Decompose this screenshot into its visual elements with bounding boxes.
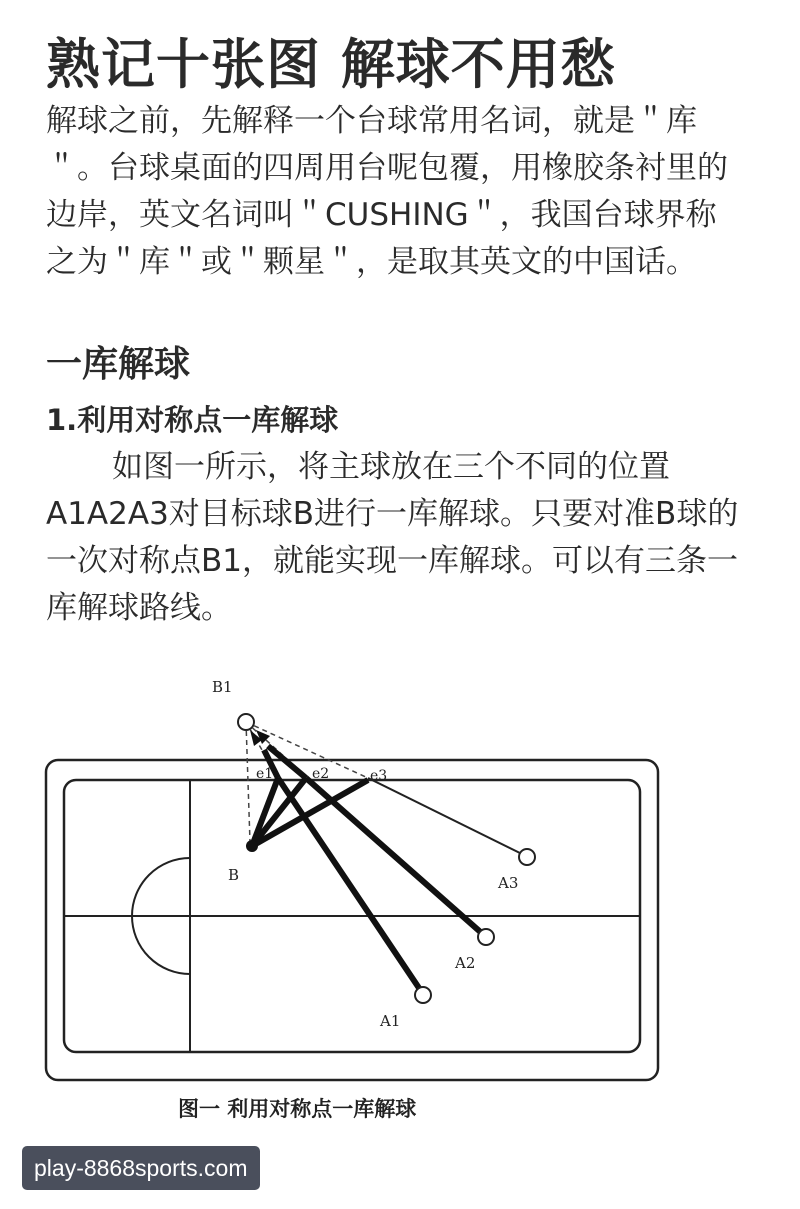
table-diagram [0,650,800,1150]
body-paragraph: 如图一所示，将主球放在三个不同的位置A1A2A3对目标球B进行一库解球。只要对准B球的一次对称点B1，就能实现一库解球。可以有三条一库解球路线。 [46,449,739,626]
article-title: 熟记十张图 解球不用愁 [46,33,616,96]
path-a1-e1 [278,778,423,994]
label-b: B [228,866,240,884]
label-e1: e1 [256,766,274,782]
path-e3-b [252,780,368,846]
dashed-line-b1-b [246,722,250,842]
ball-b1 [238,714,254,730]
ball-a3 [519,849,535,865]
watermark-badge: play-8868sports.com [22,1146,260,1190]
ball-a1 [415,987,431,1003]
label-e2: e2 [312,766,330,782]
ball-a2 [478,929,494,945]
table-outer-frame [46,760,658,1080]
subsection-heading: 1.利用对称点一库解球 [46,403,339,437]
section-heading: 一库解球 [46,344,191,385]
label-a3: A3 [498,874,519,892]
intro-paragraph: 解球之前，先解释一个台球常用名词，就是＂库＂。台球桌面的四周用台呢包覆，用橡胶条衬里的边岸，英文名词叫＂CUSHING＂，我国台球界称之为＂库＂或＂颗星＂，是取其英文的中国话。 [46,103,728,280]
figure-caption: 图一 利用对称点一库解球 [178,1096,417,1121]
path-a3-e3 [368,778,526,856]
label-a1: A1 [380,1012,401,1030]
label-e3: e3 [370,768,388,784]
diagram-figure [0,650,800,1150]
label-a2: A2 [455,954,476,972]
ball-b [246,840,258,852]
label-b1: B1 [212,678,233,696]
